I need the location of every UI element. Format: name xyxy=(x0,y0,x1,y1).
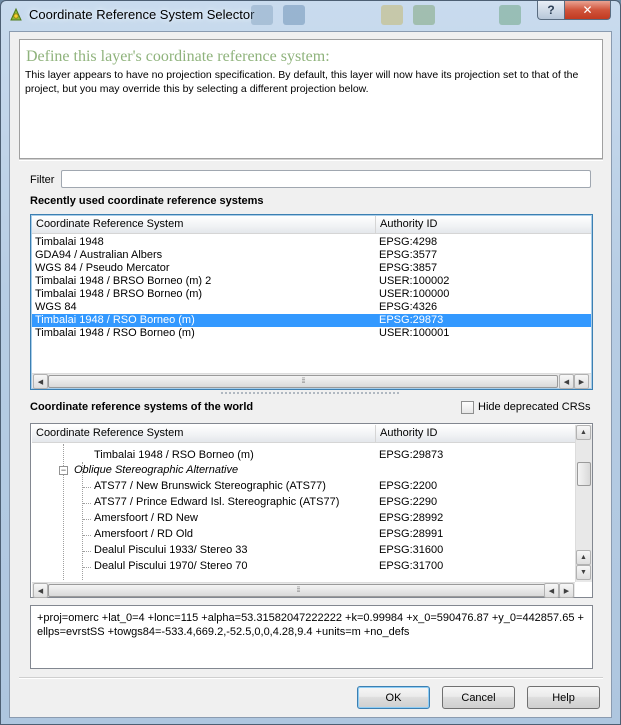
crs-name: Timbalai 1948 / RSO Borneo (m) xyxy=(35,327,195,339)
arrow-up-icon: ▲ xyxy=(580,554,587,561)
window-close-button[interactable] xyxy=(564,1,611,20)
qgis-app-icon xyxy=(8,7,24,23)
grip-icon: ⁞⁞⁞ xyxy=(296,587,300,594)
tree-item-name: ATS77 / New Brunswick Stereographic (ATS77) xyxy=(94,480,326,492)
crs-authid: USER:100002 xyxy=(379,275,450,287)
tree-item-authid: EPSG:28992 xyxy=(379,512,444,524)
arrow-down-icon: ▼ xyxy=(580,569,587,576)
column-header-crs[interactable]: Coordinate Reference System xyxy=(32,425,376,443)
scroll-left-button[interactable] xyxy=(33,374,48,389)
background-toolbar-ghost xyxy=(251,5,273,25)
arrow-left-icon: ◀ xyxy=(548,587,555,595)
splitter-handle[interactable] xyxy=(220,391,400,396)
crs-name: Timbalai 1948 / BRSO Borneo (m) xyxy=(35,288,203,300)
tree-item[interactable] xyxy=(32,528,575,541)
filter-input[interactable] xyxy=(61,170,591,188)
scroll-thumb[interactable] xyxy=(577,462,591,486)
world-horizontal-scrollbar[interactable] xyxy=(32,582,575,597)
crs-authid: EPSG:4298 xyxy=(379,236,438,248)
window-help-button[interactable] xyxy=(537,1,565,20)
scroll-right-button[interactable] xyxy=(559,583,574,598)
world-crs-title: Coordinate reference systems of the world xyxy=(30,401,254,413)
crs-authid: EPSG:29873 xyxy=(379,314,444,326)
tree-item-authid: EPSG:31700 xyxy=(379,560,444,572)
recent-crs-list[interactable] xyxy=(30,214,593,390)
arrow-up-icon: ▲ xyxy=(580,429,587,436)
recent-crs-row[interactable] xyxy=(32,288,591,301)
question-icon: ? xyxy=(547,3,555,17)
tree-item-name: Amersfoort / RD Old xyxy=(94,528,194,540)
description-panel xyxy=(19,39,603,159)
scroll-thumb[interactable] xyxy=(48,375,558,388)
world-vertical-scrollbar[interactable] xyxy=(575,425,592,582)
crs-name: WGS 84 xyxy=(35,301,77,313)
tree-item[interactable] xyxy=(32,449,575,462)
tree-item-authid: EPSG:2200 xyxy=(379,480,438,492)
crs-authid: EPSG:3857 xyxy=(379,262,438,274)
tree-item[interactable] xyxy=(32,560,575,573)
tree-group[interactable] xyxy=(32,464,575,477)
column-header-crs[interactable]: Coordinate Reference System xyxy=(32,216,376,234)
recent-crs-row[interactable] xyxy=(32,314,591,327)
separator xyxy=(19,159,603,161)
recent-crs-title: Recently used coordinate reference systems xyxy=(30,195,264,207)
scroll-left-button[interactable] xyxy=(559,374,574,389)
tree-item-name: Timbalai 1948 / RSO Borneo (m) xyxy=(94,449,254,461)
arrow-right-icon: ▶ xyxy=(578,378,585,386)
crs-name: Timbalai 1948 xyxy=(35,236,104,248)
column-header-authority-id[interactable]: Authority ID xyxy=(380,427,438,439)
scroll-up-button[interactable] xyxy=(576,550,591,565)
tree-group-label: Oblique Stereographic Alternative xyxy=(74,464,239,476)
tree-item-name: Dealul Piscului 1933/ Stereo 33 xyxy=(94,544,248,556)
background-toolbar-ghost xyxy=(413,5,435,25)
tree-item[interactable] xyxy=(32,512,575,525)
arrow-left-icon: ◀ xyxy=(37,587,44,595)
background-toolbar-ghost xyxy=(499,5,521,25)
description-text: This layer appears to have no projection specification. By default, this layer will now have its projection set to that of the project, but you may override this by selecting a different projection below. xyxy=(25,69,579,95)
collapse-icon[interactable]: − xyxy=(60,465,67,475)
filter-label: Filter xyxy=(30,174,55,186)
tree-item[interactable] xyxy=(32,496,575,509)
separator xyxy=(19,677,603,679)
tree-item-name: Amersfoort / RD New xyxy=(94,512,198,524)
scroll-left-button[interactable] xyxy=(544,583,559,598)
world-crs-header xyxy=(32,425,575,443)
window-title: Coordinate Reference System Selector xyxy=(29,7,255,22)
crs-authid: EPSG:3577 xyxy=(379,249,438,261)
proj-definition-text[interactable]: +proj=omerc +lat_0=4 +lonc=115 +alpha=53.31582047222222 +k=0.99984 +x_0=590476.87 +y_0=442857.65 +ellps=evrstSS +towgs84=-533.4,669.2,-52.5,0,0,4.28,9.4 +units=m +no_defs xyxy=(30,605,593,669)
scroll-left-button[interactable] xyxy=(33,583,48,598)
recent-crs-row[interactable] xyxy=(32,249,591,262)
tree-item[interactable] xyxy=(32,480,575,493)
world-crs-tree[interactable] xyxy=(30,423,593,598)
crs-authid: USER:100001 xyxy=(379,327,450,339)
crs-authid: EPSG:4326 xyxy=(379,301,438,313)
crs-authid: USER:100000 xyxy=(379,288,450,300)
recent-crs-row[interactable] xyxy=(32,262,591,275)
recent-horizontal-scrollbar[interactable] xyxy=(32,373,591,388)
recent-crs-row[interactable] xyxy=(32,236,591,249)
crs-name: WGS 84 / Pseudo Mercator xyxy=(35,262,170,274)
cancel-button[interactable]: Cancel xyxy=(442,686,515,709)
description-title: Define this layer's coordinate reference system: xyxy=(26,48,330,65)
dialog-client-area xyxy=(9,31,612,718)
crs-name: Timbalai 1948 / BRSO Borneo (m) 2 xyxy=(35,275,212,287)
arrow-right-icon: ▶ xyxy=(563,587,570,595)
grip-icon: ⁞⁞⁞ xyxy=(301,378,305,385)
close-icon: ✕ xyxy=(582,3,593,17)
title-bar[interactable] xyxy=(1,1,620,29)
hide-deprecated-checkbox[interactable] xyxy=(461,401,474,414)
scroll-up-button[interactable] xyxy=(576,425,591,440)
scroll-thumb[interactable] xyxy=(48,584,548,597)
recent-crs-row[interactable] xyxy=(32,327,591,340)
ok-button[interactable]: OK xyxy=(357,686,430,709)
recent-crs-header xyxy=(32,216,591,234)
tree-item-name: Dealul Piscului 1970/ Stereo 70 xyxy=(94,560,248,572)
arrow-left-icon: ◀ xyxy=(563,378,570,386)
scroll-down-button[interactable] xyxy=(576,565,591,580)
tree-item-authid: EPSG:31600 xyxy=(379,544,444,556)
tree-item-authid: EPSG:2290 xyxy=(379,496,438,508)
tree-item[interactable] xyxy=(32,544,575,557)
tree-item-authid: EPSG:29873 xyxy=(379,449,444,461)
recent-crs-row[interactable] xyxy=(32,275,591,288)
help-button[interactable]: Help xyxy=(527,686,600,709)
tree-item-name: ATS77 / Prince Edward Isl. Stereographic (ATS77) xyxy=(94,496,340,508)
arrow-left-icon: ◀ xyxy=(37,378,44,386)
column-header-authority-id[interactable]: Authority ID xyxy=(380,218,438,230)
hide-deprecated-label[interactable]: Hide deprecated CRSs xyxy=(478,401,591,413)
background-toolbar-ghost xyxy=(283,5,305,25)
crs-name: Timbalai 1948 / RSO Borneo (m) xyxy=(35,314,195,326)
tree-item-authid: EPSG:28991 xyxy=(379,528,444,540)
crs-name: GDA94 / Australian Albers xyxy=(35,249,163,261)
background-toolbar-ghost xyxy=(381,5,403,25)
recent-crs-row[interactable] xyxy=(32,301,591,314)
scroll-right-button[interactable] xyxy=(574,374,589,389)
